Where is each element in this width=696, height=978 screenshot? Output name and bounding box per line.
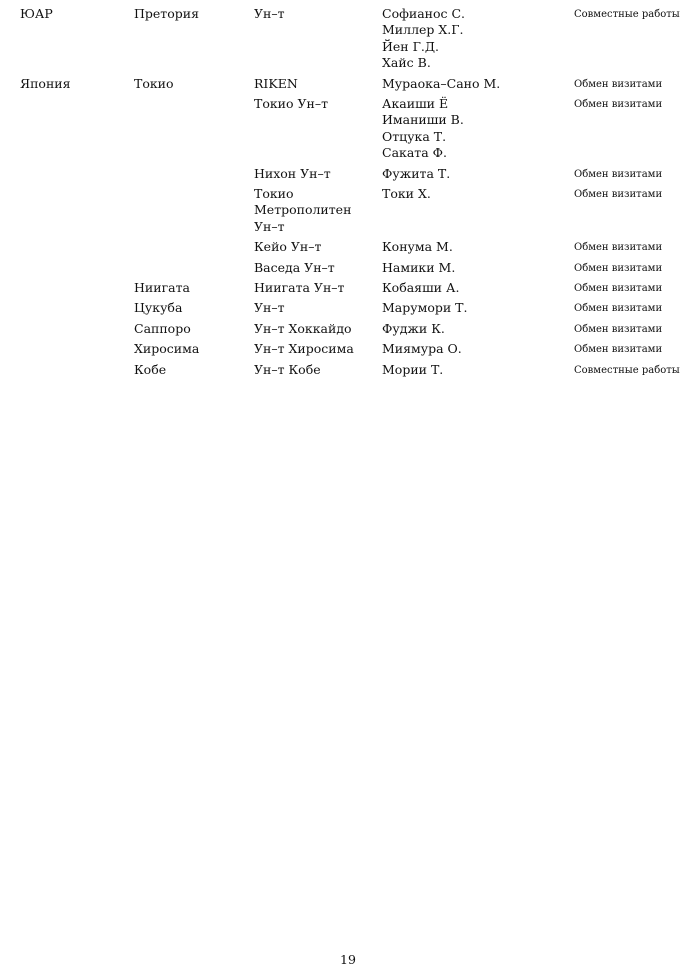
page-number: 19 [340,952,356,967]
organization-line: Ниигата Ун–т [254,279,345,295]
city-cell: Ниигата [134,279,190,295]
collaboration-type-cell: Обмен визитами [574,78,663,90]
city-cell: Цукуба [134,300,183,316]
collaboration-table [0,6,696,382]
organization-cell [254,341,374,357]
organization-cell [254,166,374,182]
organization-line: Ун–т [254,6,285,21]
collaboration-type-cell: Обмен визитами [574,188,663,200]
person-name: Токи Х. [382,185,431,201]
people-cell [382,300,467,316]
people-cell [382,321,445,337]
organization-line: Токио [254,185,294,201]
table-row [0,362,696,382]
collaboration-type-cell: Обмен визитами [574,262,663,274]
collaboration-type-cell: Совместные работы [574,364,680,376]
organization-line: Нихон Ун–т [254,165,331,181]
person-name: Марумори Т. [382,300,468,316]
table-row [0,6,696,76]
person-name: Конума М. [382,239,453,255]
organization-line: Ун–т Хиросима [254,341,354,357]
organization-line: Ун–т [254,218,285,234]
person-name: Кобаяши А. [382,279,460,295]
city-cell: Кобе [134,361,167,377]
organization-cell [254,300,374,316]
country-cell: ЮАР [20,6,53,21]
organization-line: Токио Ун–т [254,95,329,111]
table-row [0,321,696,341]
organization-cell [254,362,374,378]
table-row [0,96,696,166]
collaboration-type-cell: Обмен визитами [574,242,663,254]
people-cell [382,280,459,296]
people-cell [382,239,453,255]
person-name: Саката Ф. [382,145,447,161]
organization-cell [254,96,374,112]
collaboration-type-cell: Обмен визитами [574,303,663,315]
person-name: Иманиши В. [382,112,464,128]
person-name: Отцука Т. [382,128,447,144]
person-name: Намики М. [382,259,456,275]
table-row [0,166,696,186]
table-row [0,300,696,320]
city-cell: Претория [134,6,199,21]
organization-cell [254,321,374,337]
people-cell [382,260,455,276]
person-name: Фуджи К. [382,320,445,336]
table-row [0,186,696,239]
person-name: Йен Г.Д. [382,38,439,54]
people-cell [382,362,443,378]
people-cell [382,341,462,357]
organization-cell [254,239,374,255]
person-name: Хайс В. [382,55,431,71]
city-cell: Хиросима [134,341,200,357]
person-name: Мураока–Сано М. [382,75,501,91]
collaboration-type-cell: Обмен визитами [574,344,663,356]
city-cell: Саппоро [134,320,191,336]
country-cell: Япония [20,75,71,91]
person-name: Софианос С. [382,6,466,21]
table-row [0,239,696,259]
person-name: Мории Т. [382,361,444,377]
people-cell [382,96,464,162]
table-row [0,341,696,361]
organization-line: Ун–т Хоккайдо [254,320,352,336]
collaboration-type-cell: Обмен визитами [574,282,663,294]
collaboration-type-cell: Обмен визитами [574,168,663,180]
collaboration-type-cell: Обмен визитами [574,98,663,110]
organization-line: Метрополитен [254,202,352,218]
organization-cell [254,186,374,235]
person-name: Миямура О. [382,341,462,357]
people-cell [382,166,450,182]
organization-cell [254,280,374,296]
organization-line: RIKEN [254,75,298,91]
people-cell [382,186,431,202]
people-cell [382,76,500,92]
organization-cell [254,6,374,22]
organization-cell [254,260,374,276]
person-name: Фужита Т. [382,165,451,181]
city-cell: Токио [134,75,174,91]
organization-line: Ун–т [254,300,285,316]
organization-line: Ун–т Кобе [254,361,321,377]
person-name: Акаиши Ё [382,95,449,111]
table-row [0,280,696,300]
organization-line: Васеда Ун–т [254,259,335,275]
table-row [0,76,696,96]
person-name: Миллер Х.Г. [382,22,464,38]
table-row [0,260,696,280]
organization-line: Кейо Ун–т [254,239,322,255]
people-cell [382,6,465,72]
collaboration-type-cell: Совместные работы [574,9,680,20]
organization-cell [254,76,374,92]
collaboration-type-cell: Обмен визитами [574,323,663,335]
